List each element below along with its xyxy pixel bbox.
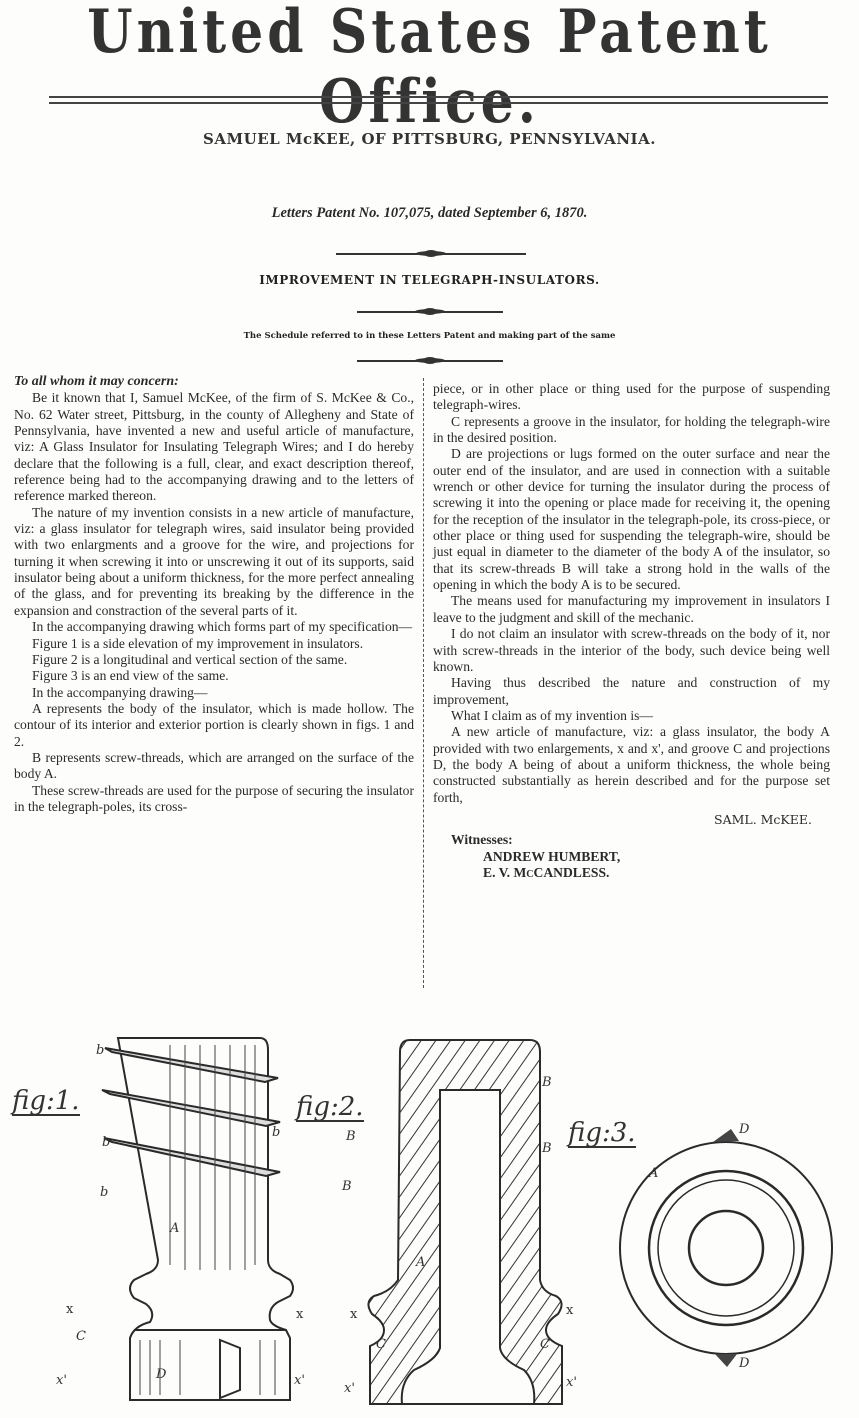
inventor-line: SAMUEL McKEE, OF PITTSBURG, PENNSYLVANIA. bbox=[203, 130, 656, 148]
middle-ring bbox=[649, 1171, 803, 1325]
paragraph: A represents the body of the insulator, which is made hollow. The contour of its interior and exterior portion is clearly shown in figs. 1 and 2. bbox=[14, 700, 414, 749]
label-b: b bbox=[96, 1043, 105, 1058]
claim-paragraph: A new article of manufacture, viz: a glass insulator, the body A provided with two enlargements, x and x', and groove C and projections D, the body A being of about a uniform thickness, the whole being constructed substantially as herein described and for the purpose set forth, bbox=[433, 724, 830, 805]
paragraph: Having thus described the nature and construction of my improvement, bbox=[433, 675, 830, 707]
patent-number-line: Letters Patent No. 107,075, dated September 6, 1870. bbox=[271, 205, 588, 221]
screw-thread bbox=[102, 1090, 280, 1126]
masthead-rule-bottom bbox=[49, 102, 828, 104]
salutation: To all whom it may concern: bbox=[14, 374, 179, 389]
paragraph: Figure 1 is a side elevation of my improvement in insulators. bbox=[32, 635, 364, 651]
inventor-signature: SAML. McKEE. bbox=[714, 811, 812, 827]
label-c: C bbox=[76, 1329, 86, 1344]
label-b: B bbox=[342, 1179, 352, 1194]
label-b: B bbox=[542, 1141, 552, 1156]
label-b: b bbox=[100, 1185, 109, 1200]
label-x: x bbox=[350, 1307, 358, 1322]
witness-name: E. V. McCANDLESS. bbox=[483, 864, 610, 880]
ornamental-divider bbox=[357, 357, 503, 365]
figure-2-caption: fig:2. bbox=[296, 1092, 364, 1122]
lug-top bbox=[713, 1129, 739, 1142]
label-a: A bbox=[416, 1255, 426, 1270]
paragraph: D are projections or lugs formed on the outer surface and near the outer end of the insulator, and are used in connection with a suitable wrench or other device for turning the insulator during the process of screwing it into the opening or place made for receiving it, the opening for the reception of the insulator in the telegraph-pole, its cross-piece, or other place or thing used for suspending the telegraph-wire, should be just equal in diameter to the diameter of the body A of the insulator, so that its screw-threads B will take a strong hold in the walls of the opening in which the body A is to be secured. bbox=[433, 446, 830, 593]
label-x: x bbox=[66, 1302, 74, 1317]
schedule-note: The Schedule referred to in these Letters Patent and making part of the same bbox=[243, 331, 616, 341]
patent-title: IMPROVEMENT IN TELEGRAPH-INSULATORS. bbox=[259, 273, 600, 287]
label-x: x bbox=[566, 1303, 574, 1318]
paragraph: In the accompanying drawing— bbox=[32, 684, 208, 700]
label-b: b bbox=[272, 1125, 281, 1140]
label-a: A bbox=[170, 1221, 180, 1236]
label-x-prime: x' bbox=[566, 1375, 577, 1390]
paragraph: B represents screw-threads, which are arranged on the surface of the body A. bbox=[14, 749, 414, 782]
ornamental-divider bbox=[336, 250, 526, 258]
lug-projection bbox=[220, 1340, 240, 1398]
ornamental-divider bbox=[357, 308, 503, 316]
label-c: C bbox=[540, 1337, 550, 1352]
label-c: C bbox=[376, 1337, 386, 1352]
figure-2-section bbox=[340, 1030, 577, 1410]
lug-bottom bbox=[715, 1354, 737, 1367]
masthead-rule-top bbox=[49, 96, 828, 98]
label-a: A bbox=[649, 1166, 659, 1181]
figure-1-caption: fig:1. bbox=[12, 1086, 80, 1116]
text-column-left bbox=[14, 374, 414, 815]
label-d: D bbox=[156, 1367, 167, 1382]
label-x-prime: x' bbox=[294, 1373, 305, 1388]
paragraph-continuation: piece, or in other place or thing used for the purpose of suspending telegraph-wires. bbox=[433, 381, 830, 413]
text-column-right bbox=[433, 381, 830, 881]
column-divider bbox=[423, 378, 424, 988]
label-b: B bbox=[346, 1129, 356, 1144]
witness-name: ANDREW HUMBERT, bbox=[483, 848, 621, 864]
label-x-prime: x' bbox=[56, 1373, 67, 1388]
paragraph: Figure 3 is an end view of the same. bbox=[32, 668, 229, 684]
figure-1-side-elevation bbox=[56, 1030, 310, 1410]
screw-thread bbox=[105, 1048, 278, 1082]
label-b: b bbox=[102, 1135, 111, 1150]
paragraph: Figure 2 is a longitudinal and vertical section of the same. bbox=[32, 651, 348, 667]
insulator-outline bbox=[118, 1038, 293, 1400]
shading-lines bbox=[140, 1045, 275, 1395]
label-d: D bbox=[739, 1356, 750, 1371]
paragraph: In the accompanying drawing which forms part of my specification— bbox=[32, 619, 413, 635]
figure-3-end-view bbox=[615, 1115, 845, 1375]
label-x: x bbox=[296, 1307, 304, 1322]
paragraph: C represents a groove in the insulator, for holding the telegraph-wire in the desired position. bbox=[433, 413, 830, 446]
label-x-prime: x' bbox=[344, 1381, 355, 1396]
figure-3-caption: fig:3. bbox=[568, 1118, 636, 1148]
witnesses-label: Witnesses: bbox=[451, 832, 513, 848]
inner-bore bbox=[689, 1211, 763, 1285]
label-d: D bbox=[739, 1122, 750, 1137]
paragraph: What I claim as of my invention is— bbox=[451, 707, 653, 723]
middle-ring-inner bbox=[658, 1180, 794, 1316]
paragraph: I do not claim an insulator with screw-threads on the body of it, nor with screw-threads in the interior of the body, such device being well known. bbox=[433, 626, 830, 674]
paragraph: The nature of my invention consists in a new article of manufacture, viz: a glass insulator for telegraph wires, said insulator being provided with two enlargments and a groove for the wire, and projections for turning it when screwing it into or unscrewing it out of its supports, said insulator being about a uniform thickness, for the more perfect annealing of the glass, and for preventing its breaking by the difference in the expansion and constraction of the several parts of it. bbox=[14, 504, 414, 618]
paragraph: These screw-threads are used for the purpose of securing the insulator in the telegraph-poles, its cross- bbox=[14, 782, 414, 814]
paragraph: The means used for manufacturing my improvement in insulators I leave to the judgment and skill of the mechanic. bbox=[433, 593, 830, 625]
screw-thread bbox=[104, 1138, 280, 1176]
masthead-title: United States Patent Office. bbox=[87, 0, 772, 138]
paragraph: Be it known that I, Samuel McKee, of the firm of S. McKee & Co., No. 62 Water street, Pittsburg, in the county of Allegheny and State of Pennsylvania, have invented a new and useful article of manufacture, viz: A Glass Insulator for Insulating Telegraph Wires; and I do hereby declare that the following is a full, clear, and exact description thereof, reference being had to the accompanying drawing and to the letters of reference marked thereon. bbox=[14, 390, 414, 504]
label-b: B bbox=[542, 1075, 552, 1090]
